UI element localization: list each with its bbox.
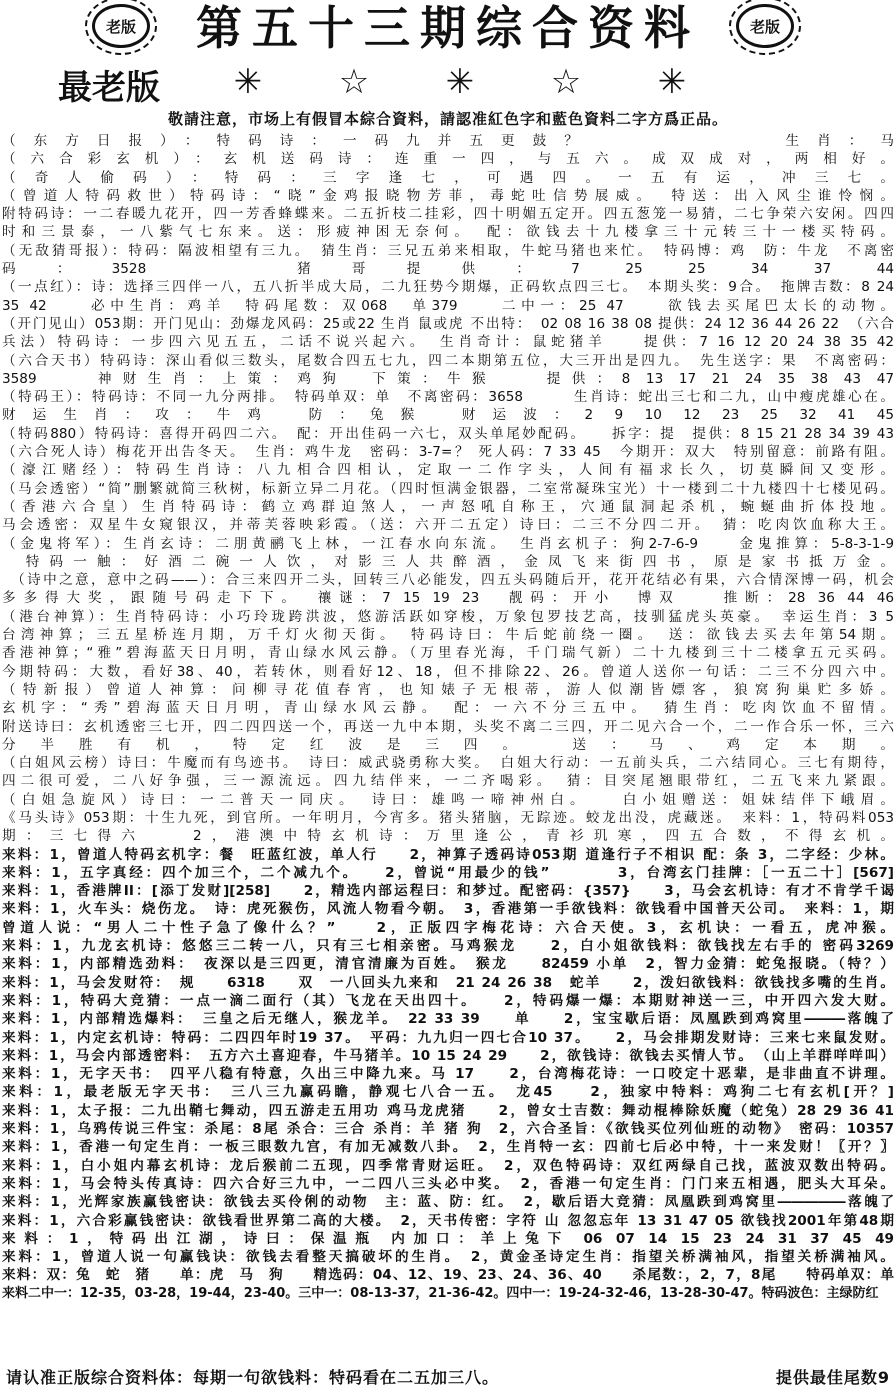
text-line: （六合死人诗）梅花开出告冬天。 生肖：鸡牛龙 密码：3-7=？ 死人码：7 33 45 今期开：双大 特别留意：前路有阻。 [2, 444, 894, 461]
text-line: （濠江赌经）：特码生肖诗：八九相合四相认，定取一二作字头，人间有福求长久，切莫瞬间又变形。 [2, 462, 894, 479]
text-line: 来料：1，特码大竞猜：一点一滴二面行（其）飞龙在天出四十。 2，特码爆一爆：本期财神送一三，中开四六发大财。 [2, 992, 894, 1009]
text-line: （东方日报）：特码诗：一码九并五更鼓？ 生肖：马 [2, 133, 894, 149]
edition-label: 最老版 [58, 68, 160, 108]
text-line: （曾道人特码救世）特码诗：“晓”金鸡报晓物芳菲，毒蛇吐信势展威。 特送：出入风尘谁怜悯。 [2, 187, 894, 204]
text-line: 3589 神财生肖：上策：鸡狗 下策：牛猴 提供：8 13 17 21 24 35 38 43 47 [2, 370, 894, 387]
text-line: 来料：1，内部精选劲料： 夜深以是三四更，清官清廉为百姓。 猴龙 82459 小单 2，智力金猜：蛇兔报晓。（特？） [2, 956, 894, 973]
star-outline-icon: ☆ [338, 62, 370, 102]
text-line: （白姐急旋风）诗曰：一二普天一同庆。 诗曰：雄鸣一啼神州白。 白小姐赠送：姐妹结伴下峨眉。 [2, 791, 894, 808]
text-line: 来料：1，五字真经：四个加三个，二个减九个。 2，曾说“用最少的钱” 3，台湾玄门挂牌：［一五二十］[567] [2, 864, 894, 881]
text-line: 来料：1，内部精选爆料： 三皇之后无继人，猴龙羊。 22 33 39 单 2，宝宝歇后语：凤凰跌到鸡窝里―――落魄了 [2, 1011, 894, 1028]
text-line: 曾道人说：“男人二十性子急了像什么？” 2，正版四字梅花诗：六合天使。3，玄机诀：一看五，虎冲猴。 [2, 919, 894, 936]
header [0, 0, 896, 128]
text-line: 附送诗曰：玄机透密三七开，四二四四送一个，再送一九中本期，头奖不离二三四，开二见六合一个，二一作合乐一怀，三六 [2, 718, 894, 735]
text-line: （一点红）：诗：选择三四伴一八，五八折半成大局，二九狂势今期爆，正码软点四三七。 本期头奖：9合。 拖牌吉数：8 24 [2, 279, 894, 296]
text-line: 马会透密：双星牛女窥银汉，并蒂芙蓉映彩霞。（送：六开二五定）诗曰：二三不分四二开。 猜：吃肉饮血称大王。 [2, 517, 894, 534]
text-line: 来料：1，九龙玄机诗：悠悠三二转一八，只有三七相亲密。马鸡猴龙 2，白小姐欲钱料：欲钱找左右手的 密码3269 [2, 938, 894, 955]
text-line: （特新报）曾道人神算：问柳寻花值春宵，也知婊子无根蒂，游人似潮皆嫖客，狼窝狗巢贮多娇。 [2, 681, 894, 698]
text-line: 来料：1，曾道人特码玄机字：餐 旺蓝红波，单人行 2，神算子透码诗053期 道逢行子不相识 配：条 3，二字经：少林。 [2, 846, 894, 863]
text-line: 附特码诗：一二春暖九花开，四一芳香蜂蝶来。二五折枝二挂彩，四十明媚五定开。四五葱笼一易猜，二七争荣六安闲。四四 [2, 206, 894, 223]
text-line: 台湾神算；三五星桥连月期，万千灯火彻天街。 特码诗曰：牛后蛇前绕一圈。 送：欲钱去买去年第54期。 [2, 627, 894, 644]
text-line: 来料二中一：12-35，03-28，19-44，23-40。三中一：08-13-37，21-36-42。四中一：19-24-32-46，13-28-30-47。特码波色：主绿防红 [2, 1285, 879, 1301]
text-line: 多多得大奖，跟随号码走下下。 禳谜：7 15 19 23 靓码：开小 博双 推断：28 36 44 46 [2, 590, 894, 607]
text-line: 来料：1，六合彩赢钱密诀：欲钱看世界第二高的大楼。 2，天书传密：字符 山 忽忽忘年 13 31 47 05 欲钱找2001年第48期 [2, 1212, 894, 1229]
text-line: （开门见山）053期：开门见山：劲爆龙风码：25或22 生肖 鼠或虎 不出特： 02 08 16 38 08 提供：24 12 36 44 26 22 （六合 [2, 315, 894, 332]
text-line: 来料：1，内定玄机诗：特码：二四四年时19 37。 平码：九九归一四七合10 37。 2，马会排期发财诗：三来七来鼠发财。 [2, 1029, 894, 1046]
text-line: 来料：1，光辉家族赢钱密诀：欲钱去买伶俐的动物 主：蓝、防：红。 2，歇后语大竞猜：凤凰跌到鸡窝里―――――落魄了 [2, 1194, 894, 1211]
text-line: （白姐风云榜）诗曰：牛魔而有鸟迹书。 诗曰：威武骁勇称大奖。 白姐大行动：一五前头兵，二六结同心。三七有期待， [2, 755, 894, 772]
footer [0, 1367, 896, 1388]
text-line: 来料：1，马会内部透密料： 五方六土喜迎春，牛马猪羊。10 15 24 29 2，欲钱诗：欲钱去买情人节。 （山上羊群咩咩叫） [2, 1047, 894, 1064]
text-line: （香港六合皇）生肖特码诗：鹤立鸡群迫煞人，一声怒吼自称王，穴通鼠洞起杀机，蜿蜒曲折体投地。 [2, 498, 894, 515]
text-line: 来料：1，太子报：二九出鞘七舞动，四五游走五用功 鸡马龙虎猪 2，曾女士吉数：舞动棍棒除妖魔（蛇兔）28 29 36 41 [2, 1102, 894, 1119]
text-line: 来料：1，曾道人说一句赢钱诀：欲钱去看整天搞破坏的生肖。 2，黄金圣诗定生肖：指望关桥满袖风，指望关桥满袖风。 [2, 1249, 894, 1266]
text-line: 分半胜有机，特定红波是三四。 送：马、鸡定本期。 [2, 736, 894, 753]
text-line: （诗中之意，意中之码——）：合三来四开二头，回转三八必能发，四五头码随后开，花开花结必有果，六合情深博一码，机会 [2, 572, 894, 589]
text-line: 来料：1，马会发财符： 规 6318 双 一八回头九来和 21 24 26 38 蛇羊 2，泼妇欲钱料：欲钱找多嘴的生肖。 [2, 974, 894, 991]
text-line: 兵法）特码诗：一步四六见五五，二话不说兴起六。 生肖奇计：鼠蛇猪羊 提供：7 16 12 20 24 38 35 42 [2, 334, 894, 351]
text-line: 期：三七得六 2，港澳中特玄机诗：万里逢公，青衫玑寒，四五合数，不得玄机。 [2, 828, 894, 845]
footer-tail-number: 提供最佳尾数9 [775, 1368, 890, 1387]
text-line: （特码王）：特码诗：不同一九分两排。 特码单双：单 不离密码：3658 生肖诗：蛇出三七和二九，山中瘦虎雄心在。 [2, 389, 894, 406]
seal-logo-left-text: 老版 [105, 17, 136, 36]
text-line: 来料：1，香港牌II：[添丁发财][258] 2，精选内部运程曰：和梦过。配密码：{357} 3，马会玄机诗：有才不肯学千谒 [2, 883, 894, 900]
footer-notice: 请认准正版综合资料体：每期一句欲钱料：特码看在二五加三八。 [6, 1368, 500, 1387]
text-line: 35 42 必中生肖：鸡羊 特码尾数：双068 单379 二中一：25 47 欲钱去买尾巴太长的动物。 [2, 297, 894, 314]
text-line: 来料：1，马会特头传真诗：四六合好三九中，一二四八三头必中奖。 2，香港一句定生肖：门门来五相遇，肥头大耳朵。 [2, 1175, 894, 1192]
text-line: （六合天书）特码诗：深山看似三数头，尾数合四五七九，四二本期第五位，大三开出是四九。 先生送字：果 不离密码： [2, 352, 894, 369]
text-line: 《马头诗》053期：十生九死，到官所。一年明月，今宵多。猪头猪脑，无踪迹。蛟龙出没，虎藏迷。 来料：1，特码料053 [2, 809, 894, 826]
star-outline-icon: ☆ [550, 62, 582, 102]
text-line: （金鬼将军）：生肖玄诗：二朋黄鹂飞上林，一江春水向东流。 生肖玄机子：狗2-7-6-9 金鬼推算：5-8-3-1-9 [2, 535, 894, 552]
text-line: 香港神算；“雅”碧海蓝天日月明，青山绿水风云静。（万里春光海，千门瑞气新）二十九楼到三十二楼拿五元买码。 [2, 645, 894, 662]
seal-rays-right [729, 0, 801, 55]
text-line: （奇人偷码）：特码：三字逢七，可遇四。一五有运，冲三七。 [2, 169, 894, 186]
star-decoration-row [220, 62, 700, 102]
text-line: （港台神算）：生肖特码诗：小巧玲珑跨洪波，悠游活跃如穿梭，万象包罗技艺高，技驯猛虎头英豪。 幸运生肖：3 5 [2, 608, 894, 625]
text-line: 来料：1，无字天书： 四平八稳有特意，久出三中降九来。马 17 2，台湾梅花诗：一口咬定十恶辈，是非曲直不讲理。 [2, 1066, 894, 1083]
text-line: 来料：1，乌鸦传说三件宝：杀尾：8尾 杀合：三合 杀肖：羊 猪 狗 2，六合圣旨：《欲钱买位列仙班的动物》 密码：10357 [2, 1121, 894, 1138]
text-line: 来料：双：兔 蛇 猪 单：虎 马 狗 精选码：04、12、19、23、24、36、40 杀尾数：，2，7，8尾 特码单双：单 [2, 1267, 894, 1284]
text-line: 来料：1，最老版无字天书： 三八三九赢码瞻，静观七八合一五。 龙45 2，独家中特料：鸡狗二七有玄机[开？] [2, 1084, 894, 1101]
text-line: 今期特码：大数，看好38、40，若转休，则看好12、18，但不排除22、26。曾道人送你一句话：二三不分四六中。 [2, 663, 894, 680]
seal-logo-left [92, 4, 150, 48]
asterisk-icon: ✳ [233, 62, 263, 102]
seal-logo-right-text: 老版 [749, 17, 780, 36]
asterisk-icon: ✳ [445, 62, 475, 102]
text-line: 玄机字：“秀”碧海蓝天日月明，青山绿水风云静。 配：一六不分三五中。 猜生肖：吃肉饮血不留情。 [2, 700, 894, 717]
text-line: （特码880）特码诗：喜得开码四二六。 配：开出佳码一六七，双头单尾妙配码。 拆字：提 提供：8 15 21 28 34 39 43 [2, 425, 894, 442]
warning-notice: 敬請注意，市场上有假冒本綜合資料，請認准紅色字和藍色資料二字方爲正品。 [167, 110, 728, 128]
text-line: 时和三景泰，一八紫气七东来。送：形疲神困无奈何。 配：欲钱去十九楼拿三十元转三十一楼买特码。 [2, 224, 894, 241]
document-body [2, 132, 894, 1303]
text-line: 来料：1，火车头：烧伤龙。 诗：虎死猴伤，风流人物看今朝。 3，香港第一手欲钱料：欲钱看中国普天公司。 来料：1，期 [2, 901, 894, 918]
text-line: 来料：1，白小姐内幕玄机诗：龙后猴前二五现，四季常青财运旺。 2，双色特码诗：双红两绿自己找，蓝波双数出特码。 [2, 1157, 894, 1174]
text-line: （马会透密）“简”删繁就简三秋树，标新立异二月花。（四时恒满金银器，二室常凝珠宝光）十一楼到二十九楼四十七楼见码。 [2, 480, 894, 497]
seal-rays-left [85, 0, 157, 55]
text-line: 特码一触：好酒二碗一人饮，对影三人共醉酒，金凤飞来街四书，原是家书抵万金。 [2, 553, 894, 570]
text-line: 四二很可爱，二八好争强，三一源流远。四九结伴来，一二齐喝彩。 猜：目突尾翘眼带红，二五飞来九紧跟。 [2, 773, 894, 790]
seal-logo-right [736, 4, 794, 48]
text-line: 财运生肖：攻：牛鸡 防：兔猴 财运波：2 9 10 12 23 25 32 41 45 [2, 407, 894, 424]
page-title: 第五十三期综合资料 [196, 1, 700, 55]
text-line: 码：3528 猪哥提供：7 25 25 34 37 44 [2, 261, 894, 278]
text-line: 来料：1，特码出江湖，诗曰：保温瓶 内加口：羊上兔下 06 07 14 15 23 24 31 37 45 49 [2, 1230, 894, 1247]
asterisk-icon: ✳ [657, 62, 687, 102]
text-line: （无敌猜哥报）：特码：隔波相望有三九。 猜生肖：三兄五弟来相取，牛蛇马猪也来忙。 特码博：鸡 防：牛龙 不离密 [2, 242, 894, 259]
text-line: （六合彩玄机）：玄机送码诗：连重一四，与五六。成双成对，两相好。 [2, 151, 894, 168]
text-line: 来料：1，香港一句定生肖：一板三眼数九宫，有加无减数八卦。 2，生肖特一玄：四前七后必中特，十一来发财！〖开？〗 [2, 1139, 894, 1156]
